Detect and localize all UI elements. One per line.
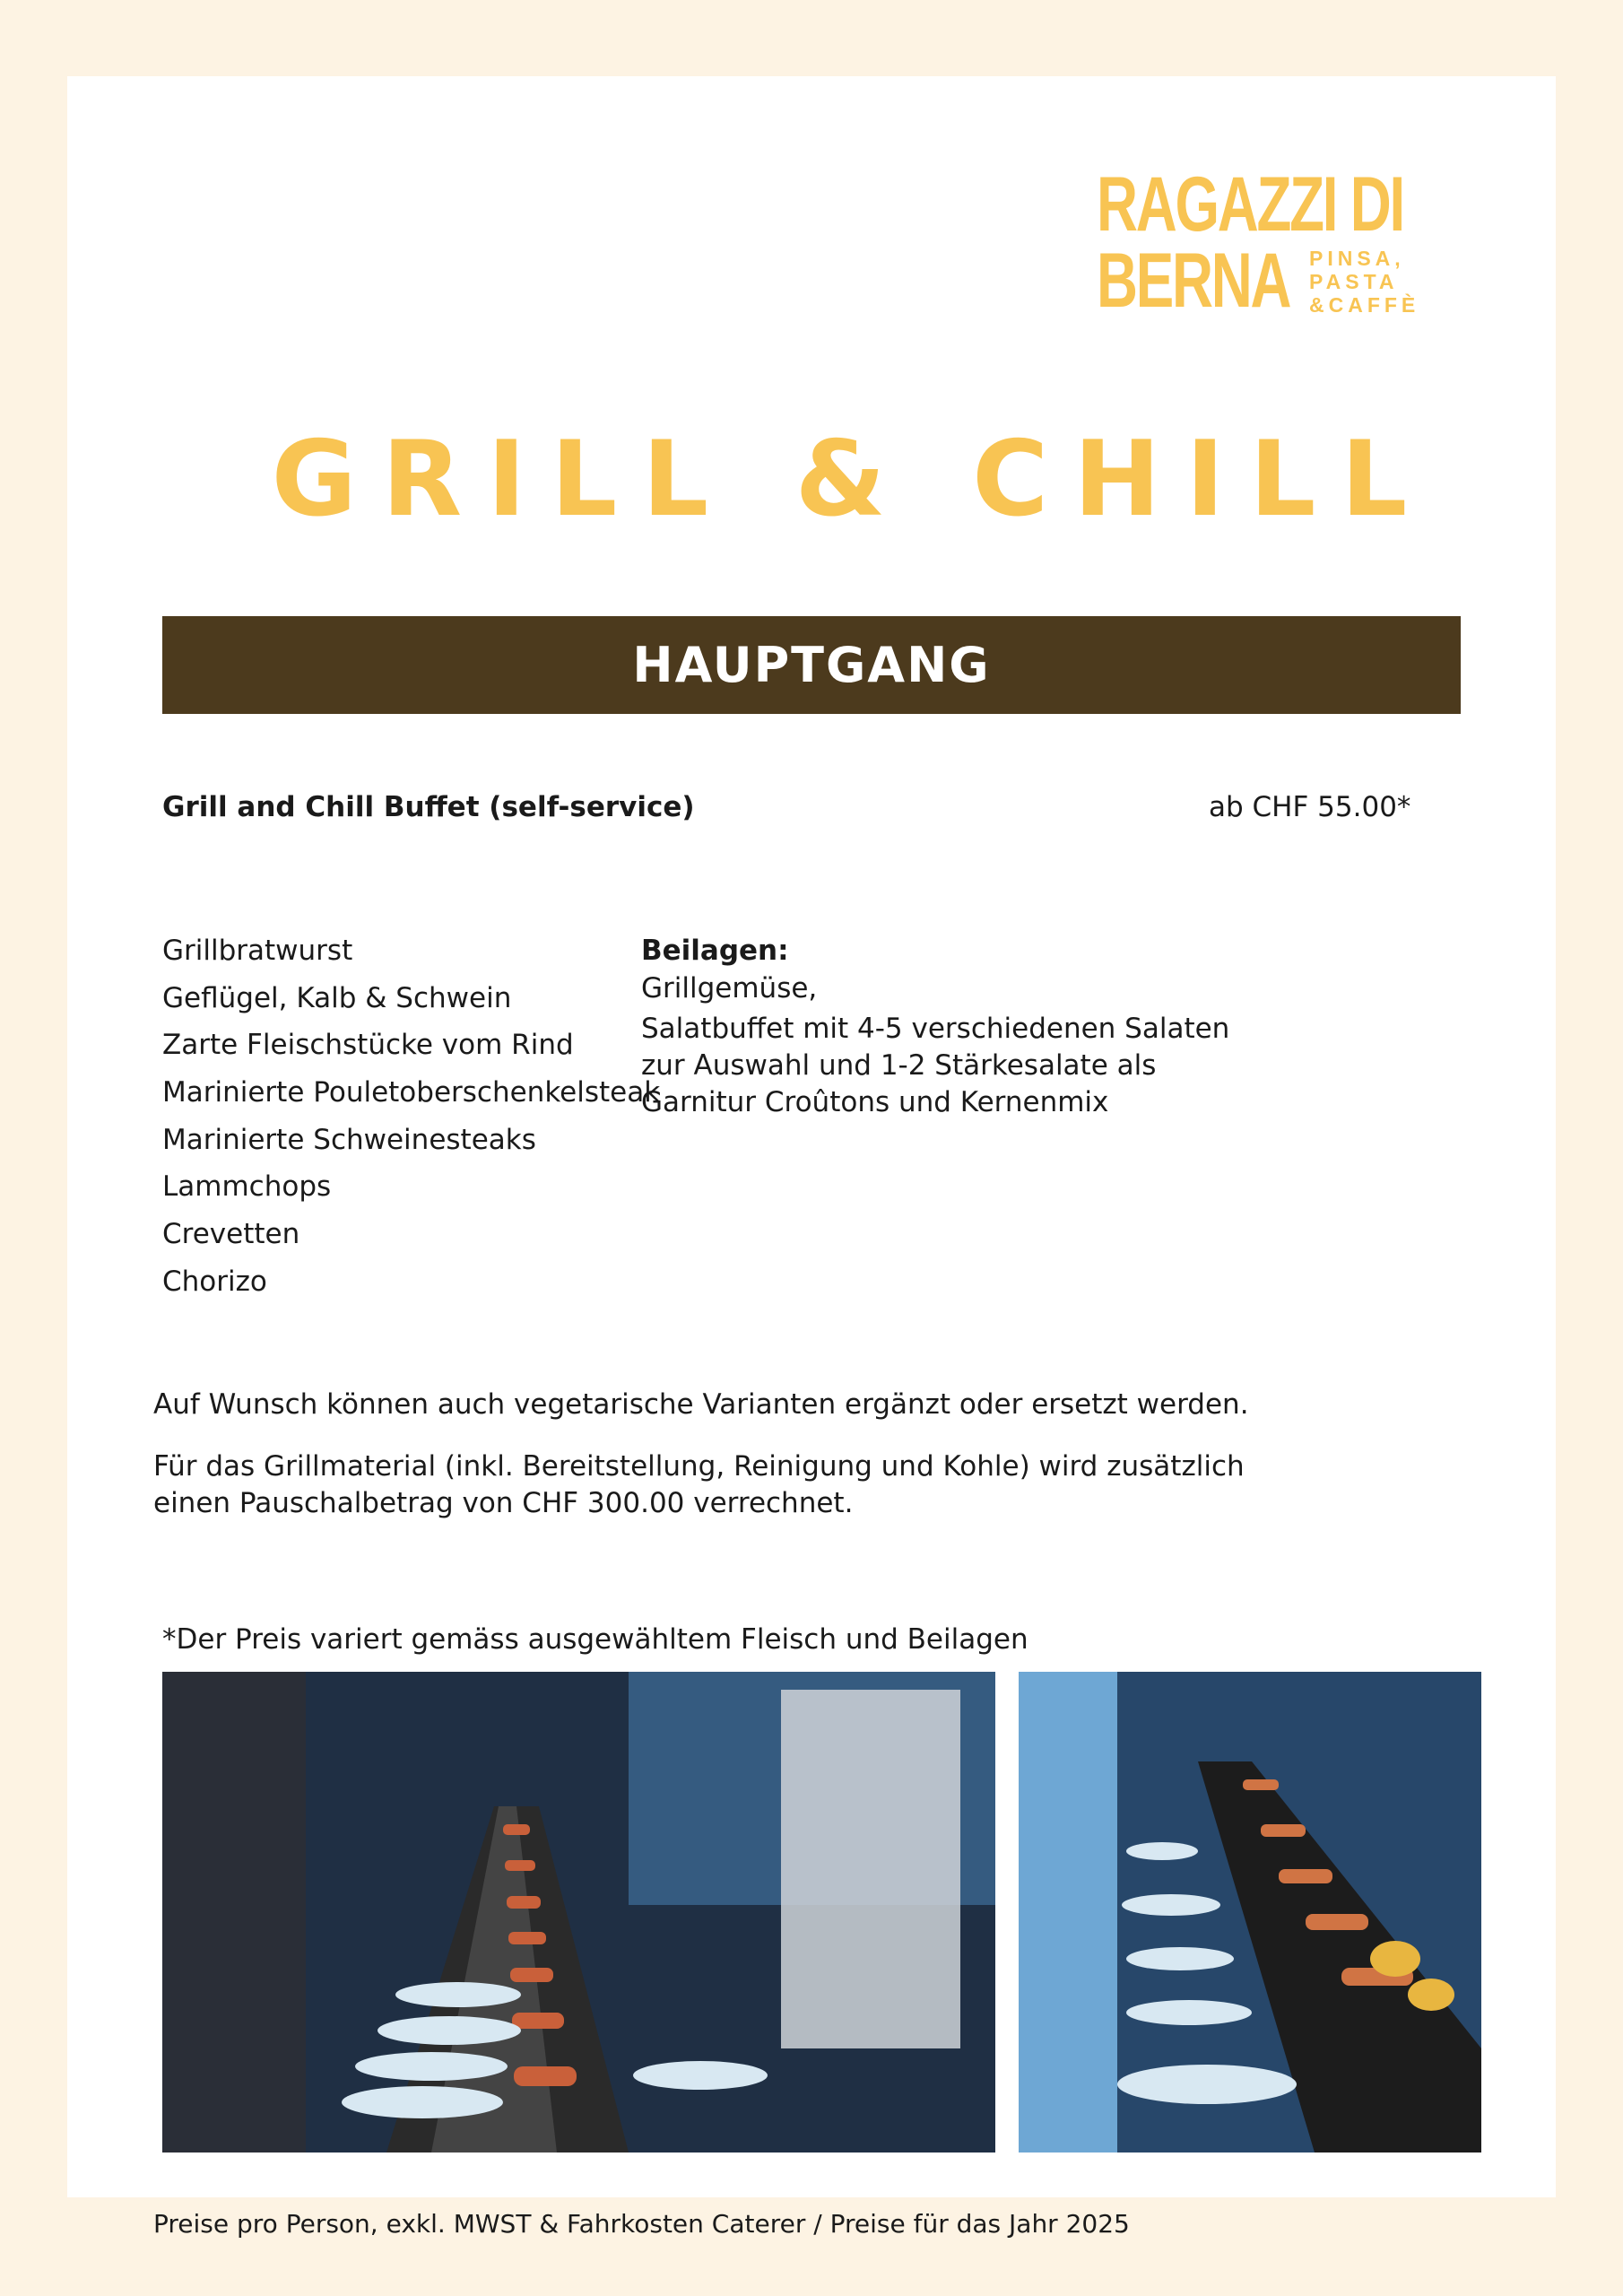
list-item: Chorizo bbox=[162, 1265, 267, 1298]
item-name: Grill and Chill Buffet (self-service) bbox=[162, 791, 695, 823]
buffet-photo-illustration bbox=[1019, 1672, 1481, 2152]
logo-tagline bbox=[1309, 248, 1419, 317]
price-footnote: *Der Preis variert gemäss ausgewähltem Fleisch und Beilagen bbox=[162, 1623, 1028, 1656]
sides-line: Salatbuffet mit 4-5 verschiedenen Salaten bbox=[641, 1013, 1230, 1045]
grill-material-note bbox=[153, 1448, 1245, 1522]
sides-block bbox=[641, 933, 1230, 1121]
section-heading: HAUPTGANG bbox=[632, 637, 991, 693]
logo-tagline-1: PINSA, bbox=[1309, 247, 1405, 270]
logo-line-2: BERNA bbox=[1097, 238, 1290, 324]
buffet-photo bbox=[1019, 1672, 1481, 2152]
sides-heading: Beilagen: bbox=[641, 935, 789, 967]
logo-tagline-3: &CAFFÈ bbox=[1309, 293, 1420, 317]
list-item: Grillbratwurst bbox=[162, 935, 353, 967]
sides-line: Grillgemüse, bbox=[641, 972, 818, 1004]
list-item: Lammchops bbox=[162, 1170, 332, 1204]
sides-line: Garnitur Croûtons und Kernenmix bbox=[641, 1086, 1109, 1118]
logo-line-1: RAGAZZI DI bbox=[1097, 161, 1403, 248]
grill-photo bbox=[162, 1672, 995, 2152]
vegetarian-note: Auf Wunsch können auch vegetarische Varianten ergänzt oder ersetzt werden. bbox=[153, 1388, 1249, 1421]
item-price: ab CHF 55.00* bbox=[1209, 791, 1411, 823]
brand-logo bbox=[1097, 161, 1446, 324]
list-item: Marinierte Schweinesteaks bbox=[162, 1123, 536, 1156]
meat-list bbox=[162, 933, 660, 1311]
sides-line: zur Auswahl und 1-2 Stärkesalate als bbox=[641, 1049, 1157, 1082]
list-item: Crevetten bbox=[162, 1218, 300, 1251]
grill-material-line: Für das Grillmaterial (inkl. Bereitstellung, Reinigung und Kohle) wird zusätzlich bbox=[153, 1450, 1245, 1483]
footer-note: Preise pro Person, exkl. MWST & Fahrkosten Caterer / Preise für das Jahr 2025 bbox=[153, 2209, 1130, 2239]
list-item: Zarte Fleischstücke vom Rind bbox=[162, 1029, 574, 1062]
list-item: Geflügel, Kalb & Schwein bbox=[162, 981, 512, 1014]
grill-material-line: einen Pauschalbetrag von CHF 300.00 verrechnet. bbox=[153, 1487, 854, 1519]
list-item: Marinierte Pouletoberschenkelsteak bbox=[162, 1076, 661, 1109]
page-title: GRILL & CHILL bbox=[271, 419, 1433, 540]
logo-tagline-2: PASTA bbox=[1309, 270, 1399, 293]
section-banner bbox=[162, 616, 1461, 714]
grill-photo-illustration bbox=[162, 1672, 995, 2152]
